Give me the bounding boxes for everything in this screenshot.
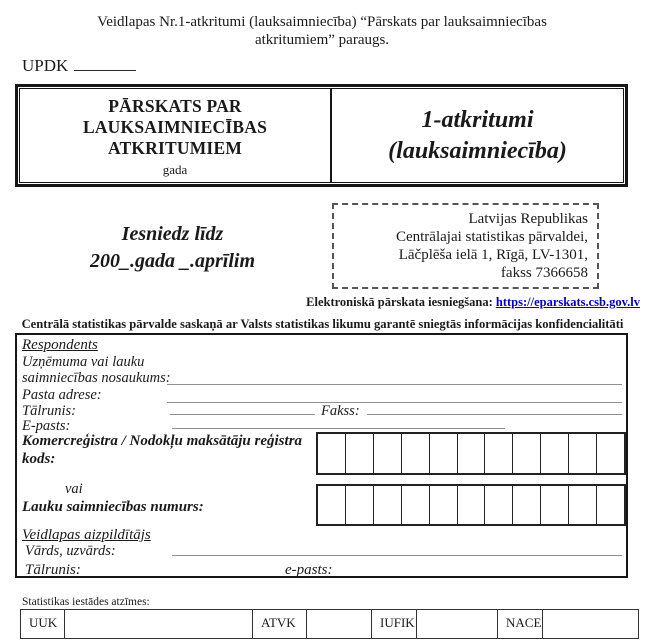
code-cell[interactable] [458, 486, 486, 524]
code-cell[interactable] [541, 486, 569, 524]
respondent-name-field-line[interactable] [167, 384, 622, 385]
form-title-year-label: gada [162, 162, 188, 177]
form-title: PĀRSKATS PAR LAUKSAIMNIECĪBAS ATKRITUMIEM [82, 96, 268, 158]
office-mark-value-uuk[interactable] [65, 610, 253, 638]
electronic-submission-label: Elektroniskā pārskata iesniegšana: [306, 295, 493, 309]
updk-row [22, 55, 136, 76]
office-mark-code-iufik: IUFIK [372, 610, 417, 638]
or-label: vai [65, 481, 83, 497]
code-cell[interactable] [318, 486, 346, 524]
farm-number-cells-row [316, 484, 626, 526]
code-cell[interactable] [513, 486, 541, 524]
office-mark-code-nace: NACE [498, 610, 543, 638]
code-cell[interactable] [597, 486, 624, 524]
postal-address-label: Pasta adrese: [22, 387, 102, 403]
code-cell[interactable] [318, 434, 346, 473]
reg-code-label-line1: Komercreģistra / Nodokļu maksātāju reģistra [22, 433, 303, 449]
code-cell[interactable] [430, 434, 458, 473]
respondent-section-title: Respondents [22, 337, 98, 353]
office-marks-label: Statistikas iestādes atzīmes: [22, 596, 150, 608]
filler-name-label: Vārds, uzvārds: [25, 543, 116, 559]
code-cell[interactable] [374, 486, 402, 524]
office-mark-value-atvk[interactable] [307, 610, 372, 638]
farm-number-label: Lauku saimniecības numurs: [22, 499, 204, 515]
code-cell[interactable] [346, 434, 374, 473]
code-cell[interactable] [569, 486, 597, 524]
recipient-line: Centrālajai statistikas pārvaldei, [395, 229, 588, 245]
updk-blank-field[interactable] [74, 55, 136, 71]
deadline-line1: Iesniedz līdz [121, 223, 224, 245]
form-header-left-cell [20, 89, 332, 182]
respondent-email-label: E-pasts: [22, 418, 71, 434]
updk-label: UPDK [22, 56, 69, 75]
office-mark-value-iufik[interactable] [417, 610, 498, 638]
code-cell[interactable] [402, 434, 430, 473]
electronic-submission-link[interactable]: https://eparskats.csb.gov.lv [495, 295, 640, 309]
recipient-address-box [332, 203, 599, 289]
form-code-line1: 1-atkritumi [421, 106, 534, 133]
respondent-section-box [15, 333, 628, 578]
code-cell[interactable] [458, 434, 486, 473]
code-cell[interactable] [541, 434, 569, 473]
code-cell[interactable] [485, 434, 513, 473]
recipient-line: Latvijas Republikas [468, 211, 588, 227]
document-title [72, 13, 572, 49]
respondent-email-field-line[interactable] [172, 428, 505, 429]
office-mark-code-uuk: UUK [21, 610, 65, 638]
respondent-phone-field-line[interactable] [170, 414, 315, 415]
filler-phone-label: Tālrunis: [25, 562, 81, 578]
form-filler-section-title: Veidlapas aizpildītājs [22, 527, 151, 543]
deadline-line2: 200_.gada _.aprīlim [89, 250, 255, 272]
code-cell[interactable] [430, 486, 458, 524]
document-title-line2: atkritumiem” paraugs. [254, 32, 390, 48]
fax-label: Fakss: [321, 403, 360, 419]
confidentiality-note: Centrālā statistikas pārvalde saskaņā ar Valsts statistikas likumu garantē sniegtās informācijas konfidencialitāti [21, 317, 624, 331]
code-cell[interactable] [346, 486, 374, 524]
filler-email-label: e-pasts: [285, 562, 333, 578]
form-header-inner-border [19, 88, 624, 183]
office-marks-table [20, 609, 639, 639]
fax-field-line[interactable] [367, 414, 622, 415]
postal-address-field-line[interactable] [167, 402, 622, 403]
respondent-phone-label: Tālrunis: [22, 403, 76, 419]
code-cell[interactable] [569, 434, 597, 473]
office-mark-value-nace[interactable] [543, 610, 638, 638]
code-cell[interactable] [402, 486, 430, 524]
form-code-line2: (lauksaimniecība) [388, 137, 567, 164]
filler-name-field-line[interactable] [172, 555, 622, 556]
document-title-line1: Veidlapas Nr.1-atkritumi (lauksaimniecība) “Pārskats par lauksaimniecības [97, 14, 547, 30]
respondent-name-label-line1: Uzņēmuma vai lauku [22, 354, 145, 370]
office-mark-code-atvk: ATVK [253, 610, 307, 638]
reg-code-cells-row [316, 432, 626, 475]
code-cell[interactable] [513, 434, 541, 473]
form-header-right-cell [332, 89, 623, 182]
recipient-line: Lāčplēša ielā 1, Rīgā, LV-1301, [398, 247, 588, 263]
submission-deadline [25, 221, 320, 275]
reg-code-label-line2: kods: [22, 451, 56, 467]
code-cell[interactable] [374, 434, 402, 473]
electronic-submission-line [240, 295, 640, 310]
respondent-name-label-line2: saimniecības nosaukums: [22, 370, 171, 386]
code-cell[interactable] [597, 434, 624, 473]
code-cell[interactable] [485, 486, 513, 524]
recipient-line: fakss 7366658 [500, 265, 588, 281]
form-header-box [15, 84, 628, 187]
